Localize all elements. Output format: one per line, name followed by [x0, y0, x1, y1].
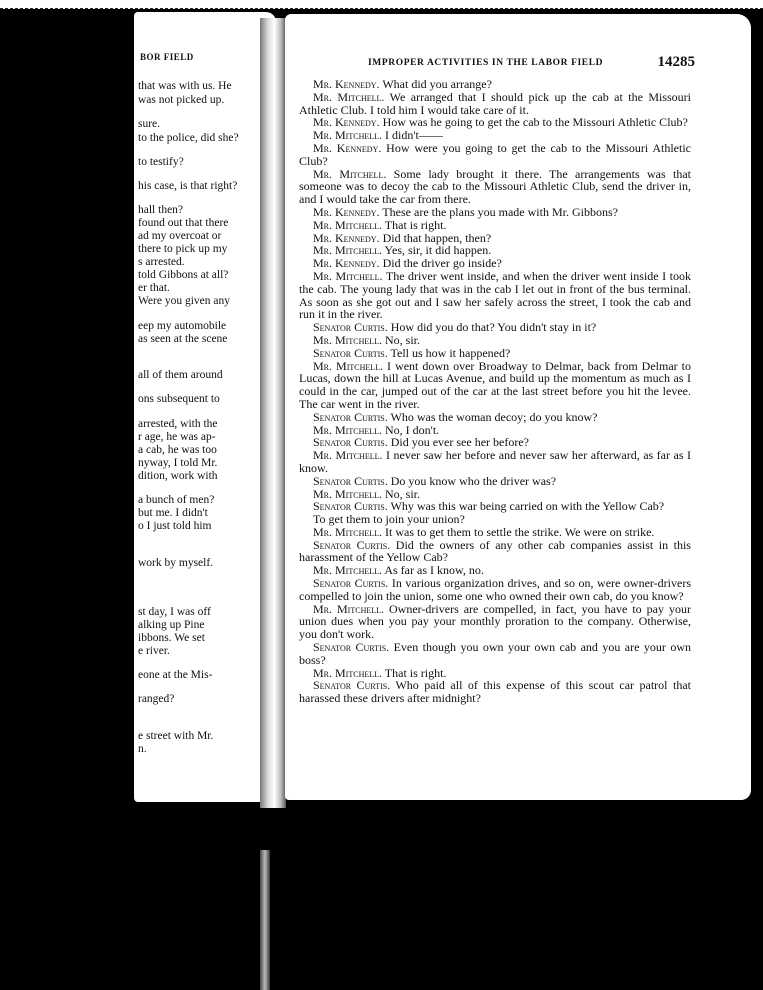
- speaker-name: Mr. Mitchell.: [313, 601, 384, 616]
- spoken-text: As far as I know, no.: [382, 563, 484, 578]
- facing-page-line: his case, is that right?: [138, 180, 238, 192]
- main-page: [285, 14, 751, 800]
- spoken-text: Who paid all of this expense of this scout car patrol that harassed these drivers after midnight?: [299, 678, 691, 706]
- speaker-name: Senator Curtis.: [313, 499, 388, 514]
- spoken-text: The driver went inside, and when the driver went inside I took the cab. The young lady that was in the cab I let out in front of the bus terminal. As soon as she got out and I saw her safely across the street, I took the cab and run it in the river.: [299, 268, 691, 322]
- facing-page-line: ad my overcoat or: [138, 230, 222, 242]
- speaker-name: Mr. Mitchell.: [313, 128, 382, 143]
- testimony-paragraph: [299, 539, 691, 565]
- speaker-name: Senator Curtis.: [313, 345, 388, 360]
- facing-page-line: o I just told him: [138, 520, 212, 532]
- testimony-paragraph: [299, 91, 691, 117]
- scan-top-edge: [0, 0, 763, 9]
- speaker-name: Mr. Kennedy.: [313, 115, 380, 130]
- speaker-name: Mr. Mitchell.: [313, 665, 382, 680]
- facing-page-line: hall then?: [138, 204, 184, 216]
- facing-page-line: as seen at the scene: [138, 333, 228, 345]
- spoken-text: Did the owners of any other cab companies assist in this harassment of the Yellow Cab?: [299, 537, 691, 565]
- facing-page-line: arrested, with the: [138, 418, 218, 430]
- speaker-name: Senator Curtis.: [313, 435, 388, 450]
- facing-page-line: to testify?: [138, 156, 184, 168]
- facing-page-line: but me. I didn't: [138, 507, 208, 519]
- speaker-name: Mr. Mitchell.: [313, 448, 383, 463]
- facing-page-line: e street with Mr.: [138, 730, 214, 742]
- testimony-paragraph: [299, 168, 691, 206]
- speaker-name: Senator Curtis.: [313, 678, 391, 693]
- spoken-text: Even though you own your own cab and you are your own boss?: [299, 640, 691, 667]
- speaker-name: Senator Curtis.: [313, 409, 388, 424]
- spoken-text: Yes, sir, it did happen.: [382, 243, 492, 258]
- speaker-name: Mr. Kennedy.: [313, 230, 380, 245]
- facing-page-line: eep my automobile: [138, 320, 227, 332]
- spoken-text: I never saw her before and never saw her afterward, as far as I know.: [299, 448, 691, 475]
- speaker-name: Mr. Mitchell.: [313, 332, 382, 347]
- facing-page-running-head: BOR FIELD: [140, 52, 194, 62]
- spoken-text: How was he going to get the cab to the Missouri Athletic Club?: [379, 115, 688, 130]
- facing-page-line: told Gibbons at all?: [138, 269, 229, 281]
- testimony-text: [299, 78, 691, 705]
- facing-page-line: that was with us. He: [138, 80, 232, 92]
- speaker-name: Mr. Mitchell.: [313, 89, 385, 104]
- speaker-name: Mr. Mitchell.: [313, 358, 384, 373]
- facing-page-line: st day, I was off: [138, 606, 211, 618]
- spoken-text: That is right.: [382, 217, 447, 232]
- speaker-name: Mr. Mitchell.: [313, 268, 383, 283]
- speaker-name: Mr. Kennedy.: [313, 77, 380, 91]
- facing-page-line: nyway, I told Mr.: [138, 457, 218, 469]
- running-head: IMPROPER ACTIVITIES IN THE LABOR FIELD: [368, 58, 604, 68]
- facing-page-line: ons subsequent to: [138, 393, 220, 405]
- spoken-text: What did you arrange?: [379, 77, 492, 91]
- speaker-name: Senator Curtis.: [313, 640, 390, 655]
- facing-page-line: s arrested.: [138, 256, 185, 268]
- speaker-name: Mr. Mitchell.: [313, 217, 382, 232]
- facing-page-line: sure.: [138, 118, 161, 130]
- speaker-name: Mr. Mitchell.: [313, 422, 382, 437]
- spoken-text: How were you going to get the cab to the Missouri Athletic Club?: [299, 140, 692, 168]
- facing-page: [134, 12, 276, 802]
- facing-page-line: er that.: [138, 282, 170, 294]
- spoken-text: In various organization drives, and so on, were owner-drivers compelled to join the union, some one who owned their own cab, do you know?: [299, 576, 691, 603]
- testimony-paragraph: [299, 270, 691, 321]
- facing-page-line: e river.: [138, 645, 170, 657]
- speaker-name: Mr. Kennedy.: [313, 256, 380, 271]
- testimony-paragraph: [299, 641, 691, 667]
- facing-page-line: there to pick up my: [138, 243, 228, 255]
- speaker-name: Mr. Mitchell.: [313, 166, 387, 181]
- spoken-text: Some lady brought it there. The arrangements was that someone was to decoy the cab to the Missouri Athletic Club, send the driver in, and I would take the car from there.: [299, 166, 691, 207]
- spoken-text: No, sir.: [382, 486, 421, 501]
- spoken-text: It was to get them to settle the strike. We were on strike.: [382, 524, 655, 539]
- facing-page-line: all of them around: [138, 369, 223, 381]
- facing-page-line: ibbons. We set: [138, 632, 205, 644]
- testimony-paragraph: [299, 679, 691, 705]
- facing-page-line: a cab, he was too: [138, 444, 217, 456]
- speaker-name: Senator Curtis.: [313, 576, 389, 591]
- page-number: 14285: [657, 54, 695, 70]
- speaker-name: Senator Curtis.: [313, 473, 388, 488]
- spoken-text: We arranged that I should pick up the cab at the Missouri Athletic Club. I told him I would take care of it.: [299, 89, 692, 117]
- facing-page-line: n.: [138, 743, 147, 755]
- speaker-name: Mr. Mitchell.: [313, 524, 382, 539]
- spoken-text: That is right.: [382, 665, 447, 680]
- spoken-text: Why was this war being carried on with the Yellow Cab?: [387, 499, 665, 514]
- spoken-text: How did you do that? You didn't stay in it?: [387, 320, 597, 335]
- spoken-text: Did that happen, then?: [379, 230, 492, 245]
- book-spine-edge: [260, 850, 270, 990]
- spoken-text: Tell us how it happened?: [387, 345, 511, 360]
- facing-page-line: to the police, did she?: [138, 132, 239, 144]
- facing-page-line: work by myself.: [138, 557, 214, 569]
- testimony-paragraph: [299, 577, 691, 603]
- spoken-text: These are the plans you made with Mr. Gibbons?: [379, 204, 618, 219]
- facing-page-line: eone at the Mis-: [138, 669, 213, 681]
- speaker-name: Mr. Kennedy.: [313, 140, 382, 155]
- facing-page-line: ranged?: [138, 693, 175, 705]
- facing-page-line: r age, he was ap-: [138, 431, 216, 443]
- speaker-name: Senator Curtis.: [313, 537, 391, 552]
- testimony-paragraph: [299, 603, 691, 641]
- facing-page-line: alking up Pine: [138, 619, 205, 631]
- spoken-text: To get them to join your union?: [313, 512, 465, 527]
- book-gutter: [260, 18, 286, 808]
- facing-page-line: Were you given any: [138, 295, 230, 307]
- testimony-paragraph: [299, 449, 691, 475]
- spoken-text: Owner-drivers are compelled, in fact, you have to pay your union dues when you pay your monthly proration to the company. Otherwise, you don't work.: [299, 601, 691, 642]
- spoken-text: Who was the woman decoy; do you know?: [387, 409, 598, 424]
- speaker-name: Mr. Mitchell.: [313, 563, 382, 578]
- spoken-text: I didn't——: [382, 128, 443, 143]
- testimony-paragraph: [299, 142, 691, 168]
- speaker-name: Mr. Kennedy.: [313, 204, 380, 219]
- testimony-paragraph: [299, 360, 691, 411]
- spoken-text: No, I don't.: [382, 422, 440, 437]
- speaker-name: Mr. Mitchell.: [313, 243, 382, 258]
- facing-page-line: dition, work with: [138, 470, 218, 482]
- spoken-text: Do you know who the driver was?: [387, 473, 557, 488]
- spoken-text: No, sir.: [382, 332, 421, 347]
- speaker-name: Mr. Mitchell.: [313, 486, 382, 501]
- spoken-text: Did you ever see her before?: [387, 435, 529, 450]
- facing-page-line: a bunch of men?: [138, 494, 215, 506]
- facing-page-line: found out that there: [138, 217, 229, 229]
- spoken-text: Did the driver go inside?: [379, 256, 502, 271]
- spoken-text: I went down over Broadway to Delmar, back from Delmar to Lucas, down the hill at Lucas Avenue, and build up the momentum as much as I could in the car, jumped out of the car at the last street before you hit the levee. The car went in the river.: [299, 358, 692, 411]
- speaker-name: Senator Curtis.: [313, 320, 388, 335]
- facing-page-line: was not picked up.: [138, 94, 225, 106]
